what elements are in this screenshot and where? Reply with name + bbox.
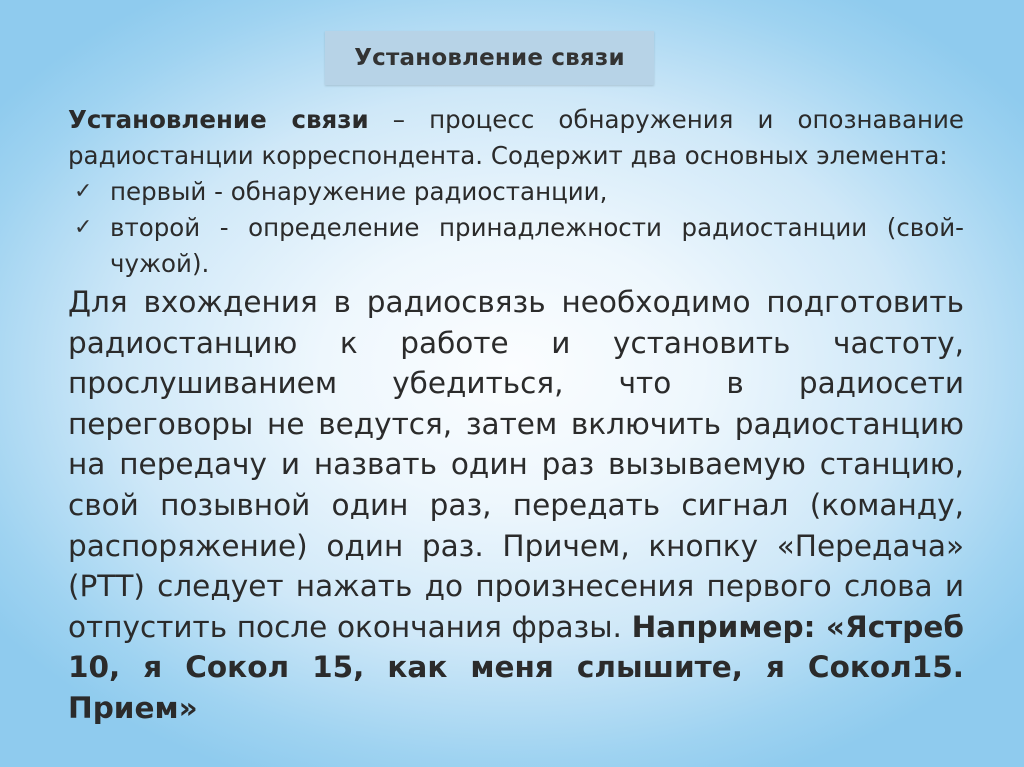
list-item <box>68 210 964 282</box>
check-icon: ✓ <box>74 179 93 204</box>
intro-term: Установление связи <box>68 105 369 134</box>
slide-content <box>68 102 964 729</box>
slide-title: Установление связи <box>354 45 625 71</box>
intro-definition: – процесс обнаружения и опознавание радиостанции корреспондента. Содержит два основных элемента: <box>68 105 965 170</box>
bullet-text: второй - определение принадлежности радиостанции (свой-чужой). <box>110 213 964 278</box>
example-text: Например: «Ястреб 10, я Сокол 15, как меня слышите, я Сокол15. Прием» <box>68 609 964 725</box>
list-item <box>68 174 964 210</box>
bullet-text: первый - обнаружение радиостанции, <box>110 177 608 206</box>
body-text: Для вхождения в радиосвязь необходимо подготовить радиостанцию к работе и установить частоту, прослушиванием убедиться, что в радиосети переговоры не ведутся, затем включить радиостанцию на передачу и назвать один раз вызываемую станцию, свой позывной один раз, передать сигнал (команду, распоряжение) один раз. Причем, кнопку «Передача» (РТТ) следует нажать до произнесения первого слова и отпустить после окончания фразы. <box>68 285 964 644</box>
slide-title-box <box>325 31 654 85</box>
body-paragraph <box>68 282 964 729</box>
check-icon: ✓ <box>74 215 93 240</box>
bullet-list <box>68 174 964 282</box>
intro-paragraph <box>68 102 964 174</box>
